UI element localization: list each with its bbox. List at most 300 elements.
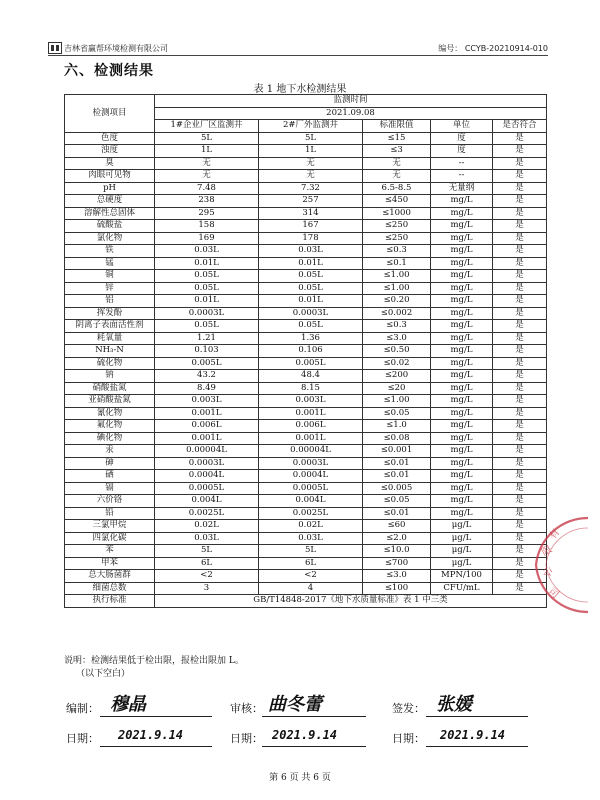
item-cell: 碘化物 xyxy=(65,432,155,445)
unit-cell: μg/L xyxy=(431,520,493,533)
well1-value-cell: 0.0025L xyxy=(155,507,259,520)
limit-cell: ≤1.0 xyxy=(363,420,431,433)
item-cell: 铝 xyxy=(65,295,155,308)
unit-cell: mg/L xyxy=(431,420,493,433)
well1-value-cell: 3 xyxy=(155,582,259,595)
limit-cell: ≤0.01 xyxy=(363,470,431,483)
table-row xyxy=(65,132,547,145)
compliance-cell: 是 xyxy=(493,420,547,433)
unit-cell: 度 xyxy=(431,145,493,158)
well2-value-cell: 0.01L xyxy=(259,257,363,270)
limit-cell: ≤100 xyxy=(363,582,431,595)
unit-cell: mg/L xyxy=(431,395,493,408)
well2-value-cell: 0.001L xyxy=(259,407,363,420)
editor-signature: 穆晶 xyxy=(110,694,146,715)
compliance-cell: 是 xyxy=(493,570,547,583)
table-header-row xyxy=(65,95,547,108)
item-cell: 四氯化碳 xyxy=(65,532,155,545)
well2-value-cell: 6L xyxy=(259,557,363,570)
well1-value-cell: 0.01L xyxy=(155,295,259,308)
table-row xyxy=(65,195,547,208)
editor-signature-line xyxy=(100,716,212,717)
well1-value-cell: 0.0003L xyxy=(155,307,259,320)
item-cell: 肉眼可见物 xyxy=(65,170,155,183)
well2-value-cell: 0.03L xyxy=(259,532,363,545)
unit-cell: mg/L xyxy=(431,307,493,320)
table-row xyxy=(65,257,547,270)
item-cell: 砷 xyxy=(65,457,155,470)
svg-text:限: 限 xyxy=(540,544,555,559)
page-header xyxy=(48,42,548,56)
unit-cell: mg/L xyxy=(431,220,493,233)
well1-value-cell: 0.05L xyxy=(155,270,259,283)
date-line xyxy=(100,746,212,747)
compliance-cell: 是 xyxy=(493,345,547,358)
editor-label: 编制： xyxy=(66,702,99,715)
reviewer-label: 审核： xyxy=(230,702,263,715)
table-row xyxy=(65,407,547,420)
item-cell: 挥发酚 xyxy=(65,307,155,320)
limit-cell: ≤0.005 xyxy=(363,482,431,495)
limit-cell: ≤700 xyxy=(363,557,431,570)
item-cell: NH₃-N xyxy=(65,345,155,358)
well2-value-cell: 0.0005L xyxy=(259,482,363,495)
item-cell: 汞 xyxy=(65,445,155,458)
compliance-cell: 是 xyxy=(493,282,547,295)
well1-value-cell: 0.03L xyxy=(155,245,259,258)
well2-value-cell: 0.0003L xyxy=(259,457,363,470)
unit-cell: mg/L xyxy=(431,357,493,370)
compliance-cell: 是 xyxy=(493,132,547,145)
unit-cell: mg/L xyxy=(431,270,493,283)
item-cell: 铜 xyxy=(65,270,155,283)
item-cell: 铁 xyxy=(65,245,155,258)
table-row xyxy=(65,145,547,158)
compliance-cell: 是 xyxy=(493,357,547,370)
limit-cell: ≤10.0 xyxy=(363,545,431,558)
limit-cell: ≤1000 xyxy=(363,207,431,220)
svg-text:公: 公 xyxy=(541,566,554,579)
table-row xyxy=(65,320,547,333)
unit-cell: mg/L xyxy=(431,407,493,420)
table-row xyxy=(65,282,547,295)
editor-date: 2021.9.14 xyxy=(118,728,184,742)
date-line xyxy=(426,746,528,747)
well1-value-cell: 无 xyxy=(155,157,259,170)
well1-value-cell: 8.49 xyxy=(155,382,259,395)
compliance-cell: 是 xyxy=(493,457,547,470)
compliance-cell: 是 xyxy=(493,532,547,545)
svg-text:司: 司 xyxy=(546,585,561,601)
well2-value-cell: 4 xyxy=(259,582,363,595)
item-cell: 铅 xyxy=(65,507,155,520)
table-row xyxy=(65,457,547,470)
limit-cell: ≤0.3 xyxy=(363,245,431,258)
limit-cell: ≤3.0 xyxy=(363,570,431,583)
well1-value-cell: 1L xyxy=(155,145,259,158)
compliance-cell: 是 xyxy=(493,270,547,283)
compliance-cell: 是 xyxy=(493,507,547,520)
section-title: 六、检测结果 xyxy=(64,63,154,79)
compliance-cell: 是 xyxy=(493,470,547,483)
compliance-cell: 是 xyxy=(493,295,547,308)
item-cell: 苯 xyxy=(65,545,155,558)
item-header: 检测项目 xyxy=(65,95,155,133)
limit-cell: ≤200 xyxy=(363,370,431,383)
date-label: 日期： xyxy=(66,732,99,745)
item-cell: 镉 xyxy=(65,482,155,495)
limit-cell: ≤0.01 xyxy=(363,507,431,520)
well1-value-cell: 0.0003L xyxy=(155,457,259,470)
limit-cell: ≤0.08 xyxy=(363,432,431,445)
well2-value-cell: 0.01L xyxy=(259,295,363,308)
well2-value-cell: 7.32 xyxy=(259,182,363,195)
well1-value-cell: 6L xyxy=(155,557,259,570)
well1-value-cell: 0.001L xyxy=(155,407,259,420)
company-name: 吉林省赢帮环境检测有限公司 xyxy=(64,44,168,53)
table-row xyxy=(65,170,547,183)
well1-value-cell: 1.21 xyxy=(155,332,259,345)
table-row xyxy=(65,445,547,458)
company-seal-stamp xyxy=(528,510,588,620)
compliance-cell: 是 xyxy=(493,207,547,220)
standard-label: 执行标准 xyxy=(65,595,155,608)
limit-cell: ≤0.05 xyxy=(363,495,431,508)
well2-value-cell: 257 xyxy=(259,195,363,208)
table-row xyxy=(65,532,547,545)
item-cell: 钠 xyxy=(65,370,155,383)
signer-label: 签发： xyxy=(392,702,425,715)
well2-value-cell: 5L xyxy=(259,132,363,145)
table-row xyxy=(65,582,547,595)
compliance-cell: 是 xyxy=(493,332,547,345)
time-header: 监测时间 xyxy=(155,95,547,108)
item-cell: 臭 xyxy=(65,157,155,170)
limit-cell: ≤0.20 xyxy=(363,295,431,308)
compliance-cell: 是 xyxy=(493,157,547,170)
page-footer: 第 6 页 共 6 页 xyxy=(269,773,331,783)
well1-value-cell: 0.03L xyxy=(155,532,259,545)
table-row xyxy=(65,232,547,245)
well2-value-cell: 0.0025L xyxy=(259,507,363,520)
well2-value-cell: 178 xyxy=(259,232,363,245)
unit-cell: 度 xyxy=(431,132,493,145)
item-cell: 三氯甲烷 xyxy=(65,520,155,533)
limit-cell: 无 xyxy=(363,170,431,183)
compliance-cell: 是 xyxy=(493,557,547,570)
unit-cell: mg/L xyxy=(431,432,493,445)
compliance-cell: 是 xyxy=(493,320,547,333)
table-body xyxy=(65,132,547,595)
table-row xyxy=(65,270,547,283)
unit-cell: mg/L xyxy=(431,232,493,245)
limit-cell: 6.5-8.5 xyxy=(363,182,431,195)
unit-cell: CFU/mL xyxy=(431,582,493,595)
limit-cell: ≤0.50 xyxy=(363,345,431,358)
table-row xyxy=(65,545,547,558)
well1-value-cell: 0.02L xyxy=(155,520,259,533)
table-row xyxy=(65,295,547,308)
column-header: 标准限值 xyxy=(363,120,431,133)
table-row xyxy=(65,495,547,508)
compliance-cell: 是 xyxy=(493,232,547,245)
item-cell: 锌 xyxy=(65,282,155,295)
unit-cell: -- xyxy=(431,170,493,183)
limit-cell: ≤250 xyxy=(363,232,431,245)
table-row xyxy=(65,470,547,483)
well2-value-cell: 无 xyxy=(259,157,363,170)
well2-value-cell: <2 xyxy=(259,570,363,583)
well1-value-cell: 238 xyxy=(155,195,259,208)
unit-cell: mg/L xyxy=(431,345,493,358)
limit-cell: ≤15 xyxy=(363,132,431,145)
compliance-cell: 是 xyxy=(493,220,547,233)
unit-cell: mg/L xyxy=(431,195,493,208)
item-cell: 总硬度 xyxy=(65,195,155,208)
unit-cell: mg/L xyxy=(431,295,493,308)
compliance-cell: 是 xyxy=(493,195,547,208)
signer-signature: 张媛 xyxy=(436,694,472,715)
unit-cell: μg/L xyxy=(431,532,493,545)
results-table xyxy=(64,94,547,608)
well2-value-cell: 0.05L xyxy=(259,282,363,295)
table-row xyxy=(65,357,547,370)
well2-value-cell: 0.00004L xyxy=(259,445,363,458)
unit-cell: mg/L xyxy=(431,507,493,520)
reviewer-date: 2021.9.14 xyxy=(272,728,338,742)
unit-cell: mg/L xyxy=(431,257,493,270)
compliance-cell: 是 xyxy=(493,382,547,395)
limit-cell: ≤0.3 xyxy=(363,320,431,333)
table-row xyxy=(65,207,547,220)
table-row xyxy=(65,420,547,433)
well1-value-cell: 169 xyxy=(155,232,259,245)
table-row xyxy=(65,482,547,495)
item-cell: 锰 xyxy=(65,257,155,270)
item-cell: 氰化物 xyxy=(65,407,155,420)
limit-cell: ≤1.00 xyxy=(363,270,431,283)
unit-cell: mg/L xyxy=(431,457,493,470)
compliance-cell: 是 xyxy=(493,395,547,408)
compliance-cell: 是 xyxy=(493,145,547,158)
item-cell: 细菌总数 xyxy=(65,582,155,595)
item-cell: 色度 xyxy=(65,132,155,145)
item-cell: 亚硝酸盐氮 xyxy=(65,395,155,408)
well1-value-cell: 0.05L xyxy=(155,282,259,295)
table-row xyxy=(65,157,547,170)
table-row xyxy=(65,182,547,195)
compliance-cell: 是 xyxy=(493,245,547,258)
header-divider xyxy=(48,55,548,56)
unit-cell: mg/L xyxy=(431,207,493,220)
date-label: 日期： xyxy=(230,732,263,745)
table-row xyxy=(65,370,547,383)
well1-value-cell: 0.006L xyxy=(155,420,259,433)
well1-value-cell: 158 xyxy=(155,220,259,233)
unit-cell: mg/L xyxy=(431,332,493,345)
table-row xyxy=(65,395,547,408)
sampling-date: 2021.09.08 xyxy=(155,107,547,120)
well1-value-cell: 0.005L xyxy=(155,357,259,370)
standard-value: GB/T14848-2017《地下水质量标准》表 1 中三类 xyxy=(155,595,547,608)
well1-value-cell: 43.2 xyxy=(155,370,259,383)
limit-cell: ≤3.0 xyxy=(363,332,431,345)
compliance-cell: 是 xyxy=(493,545,547,558)
well1-value-cell: 0.003L xyxy=(155,395,259,408)
unit-cell: mg/L xyxy=(431,482,493,495)
signer-signature-line xyxy=(426,716,528,717)
table-row xyxy=(65,332,547,345)
well1-value-cell: 7.48 xyxy=(155,182,259,195)
limit-cell: 无 xyxy=(363,157,431,170)
item-cell: pH xyxy=(65,182,155,195)
compliance-cell: 是 xyxy=(493,182,547,195)
well1-value-cell: 0.00004L xyxy=(155,445,259,458)
unit-cell: mg/L xyxy=(431,382,493,395)
limit-cell: ≤1.00 xyxy=(363,395,431,408)
compliance-cell: 是 xyxy=(493,170,547,183)
unit-cell: μg/L xyxy=(431,545,493,558)
svg-text:有: 有 xyxy=(547,527,563,542)
note-text: 说明：检测结果低于检出限，报检出限加 L。 xyxy=(64,656,244,666)
limit-cell: ≤250 xyxy=(363,220,431,233)
well2-value-cell: 167 xyxy=(259,220,363,233)
item-cell: 硒 xyxy=(65,470,155,483)
well2-value-cell: 0.004L xyxy=(259,495,363,508)
item-cell: 浊度 xyxy=(65,145,155,158)
table-row xyxy=(65,570,547,583)
well1-value-cell: 0.001L xyxy=(155,432,259,445)
item-cell: 氟化物 xyxy=(65,420,155,433)
well2-value-cell: 0.02L xyxy=(259,520,363,533)
well2-value-cell: 0.005L xyxy=(259,357,363,370)
column-header: 单位 xyxy=(431,120,493,133)
table-row xyxy=(65,432,547,445)
well1-value-cell: 0.0005L xyxy=(155,482,259,495)
limit-cell: ≤0.1 xyxy=(363,257,431,270)
standard-row xyxy=(65,595,547,608)
well2-value-cell: 0.003L xyxy=(259,395,363,408)
compliance-cell: 是 xyxy=(493,482,547,495)
limit-cell: ≤3 xyxy=(363,145,431,158)
limit-cell: ≤1.00 xyxy=(363,282,431,295)
table-row xyxy=(65,220,547,233)
well2-value-cell: 无 xyxy=(259,170,363,183)
table-row xyxy=(65,307,547,320)
well1-value-cell: 0.01L xyxy=(155,257,259,270)
unit-cell: mg/L xyxy=(431,320,493,333)
table-row xyxy=(65,382,547,395)
compliance-cell: 是 xyxy=(493,370,547,383)
well2-value-cell: 0.05L xyxy=(259,270,363,283)
table-row xyxy=(65,520,547,533)
item-cell: 总大肠菌群 xyxy=(65,570,155,583)
limit-cell: ≤0.01 xyxy=(363,457,431,470)
item-cell: 耗氧量 xyxy=(65,332,155,345)
well2-value-cell: 0.006L xyxy=(259,420,363,433)
compliance-cell: 是 xyxy=(493,495,547,508)
document-number: 编号： CCYB-20210914-010 xyxy=(438,44,548,53)
well2-value-cell: 48.4 xyxy=(259,370,363,383)
limit-cell: ≤0.02 xyxy=(363,357,431,370)
column-header: 1#企业厂区监测井 xyxy=(155,120,259,133)
well2-value-cell: 1.36 xyxy=(259,332,363,345)
item-cell: 氯化物 xyxy=(65,232,155,245)
unit-cell: mg/L xyxy=(431,495,493,508)
limit-cell: ≤20 xyxy=(363,382,431,395)
table-caption: 表 1 地下水检测结果 xyxy=(253,84,347,95)
well2-value-cell: 8.15 xyxy=(259,382,363,395)
item-cell: 六价铬 xyxy=(65,495,155,508)
limit-cell: ≤60 xyxy=(363,520,431,533)
limit-cell: ≤450 xyxy=(363,195,431,208)
unit-cell: 无量纲 xyxy=(431,182,493,195)
well1-value-cell: 5L xyxy=(155,132,259,145)
item-cell: 硫酸盐 xyxy=(65,220,155,233)
compliance-cell: 是 xyxy=(493,520,547,533)
well1-value-cell: 5L xyxy=(155,545,259,558)
table-row xyxy=(65,345,547,358)
unit-cell: mg/L xyxy=(431,282,493,295)
column-header: 是否符合 xyxy=(493,120,547,133)
well1-value-cell: 0.05L xyxy=(155,320,259,333)
unit-cell: mg/L xyxy=(431,470,493,483)
well1-value-cell: 0.004L xyxy=(155,495,259,508)
well2-value-cell: 0.05L xyxy=(259,320,363,333)
compliance-cell: 是 xyxy=(493,432,547,445)
blank-note: （以下空白） xyxy=(76,669,131,679)
well2-value-cell: 1L xyxy=(259,145,363,158)
well1-value-cell: 0.103 xyxy=(155,345,259,358)
well1-value-cell: 295 xyxy=(155,207,259,220)
table-row xyxy=(65,507,547,520)
column-header: 2#厂外监测井 xyxy=(259,120,363,133)
well1-value-cell: 0.0004L xyxy=(155,470,259,483)
unit-cell: μg/L xyxy=(431,557,493,570)
unit-cell: MPN/100 xyxy=(431,570,493,583)
compliance-cell: 是 xyxy=(493,257,547,270)
well2-value-cell: 0.001L xyxy=(259,432,363,445)
well2-value-cell: 314 xyxy=(259,207,363,220)
company-logo-icon xyxy=(48,42,62,54)
unit-cell: mg/L xyxy=(431,370,493,383)
date-line xyxy=(262,746,366,747)
date-label: 日期： xyxy=(392,732,425,745)
well2-value-cell: 0.106 xyxy=(259,345,363,358)
item-cell: 甲苯 xyxy=(65,557,155,570)
well2-value-cell: 0.0004L xyxy=(259,470,363,483)
well2-value-cell: 0.0003L xyxy=(259,307,363,320)
well2-value-cell: 5L xyxy=(259,545,363,558)
compliance-cell: 是 xyxy=(493,407,547,420)
well1-value-cell: 无 xyxy=(155,170,259,183)
table-row xyxy=(65,557,547,570)
well2-value-cell: 0.03L xyxy=(259,245,363,258)
unit-cell: mg/L xyxy=(431,445,493,458)
limit-cell: ≤0.001 xyxy=(363,445,431,458)
item-cell: 硫化物 xyxy=(65,357,155,370)
reviewer-signature: 曲冬蕾 xyxy=(268,694,322,715)
table-row xyxy=(65,245,547,258)
item-cell: 溶解性总固体 xyxy=(65,207,155,220)
item-cell: 阴离子表面活性剂 xyxy=(65,320,155,333)
limit-cell: ≤0.05 xyxy=(363,407,431,420)
unit-cell: -- xyxy=(431,157,493,170)
signer-date: 2021.9.14 xyxy=(440,728,506,742)
well1-value-cell: <2 xyxy=(155,570,259,583)
unit-cell: mg/L xyxy=(431,245,493,258)
compliance-cell: 是 xyxy=(493,445,547,458)
